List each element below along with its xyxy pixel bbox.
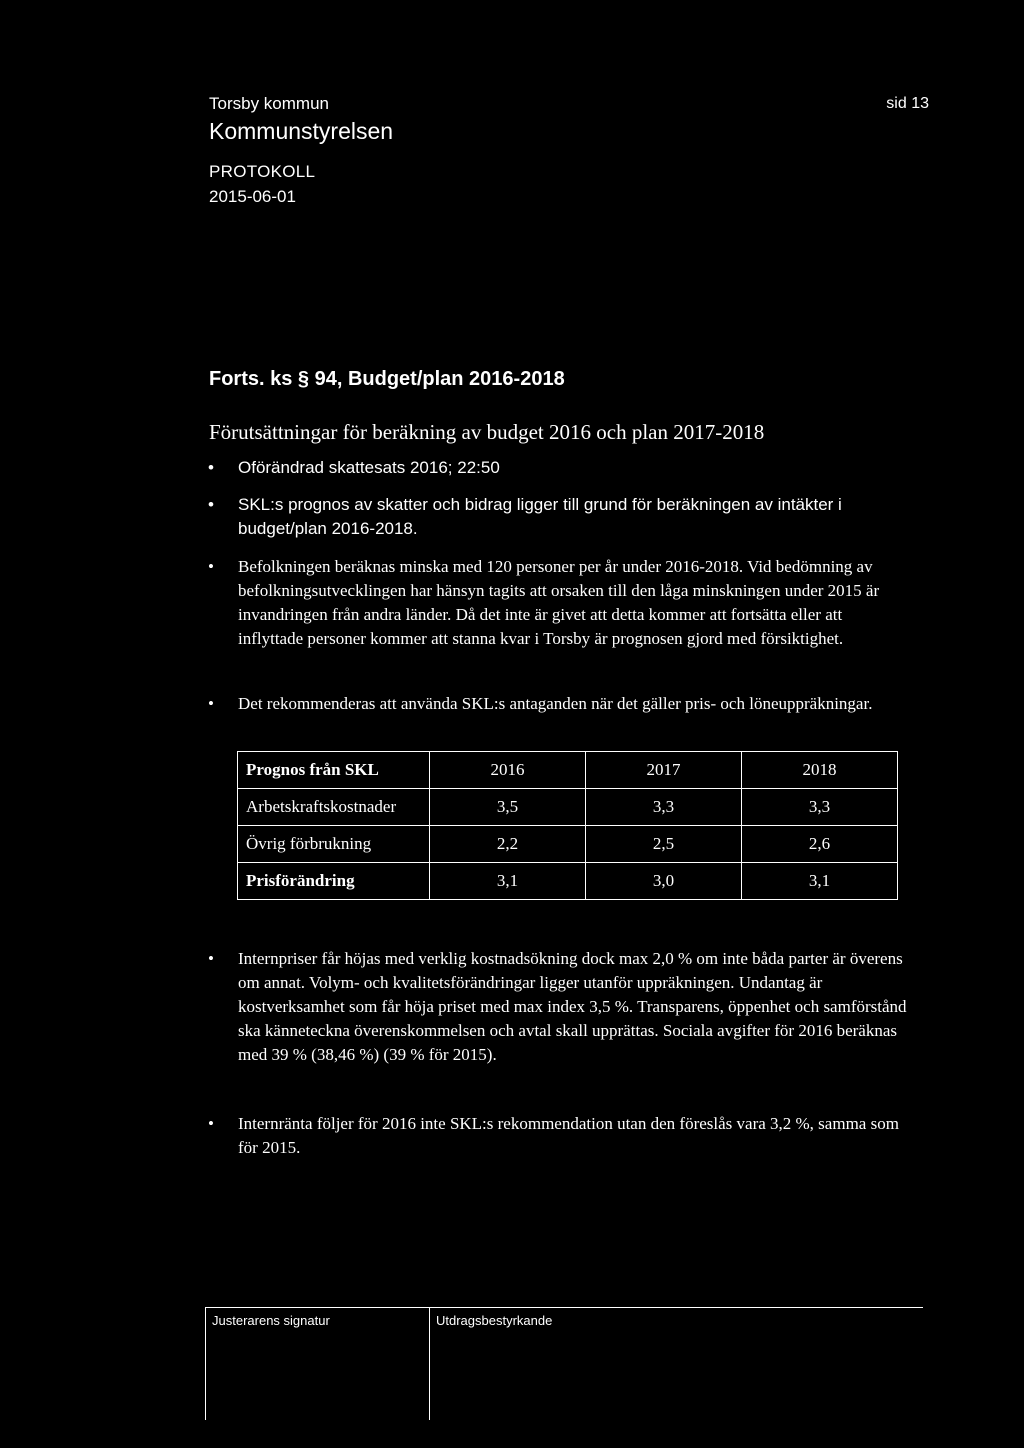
table-header-cell: 2018 [741,752,897,789]
table-cell: 3,1 [741,863,897,900]
table-cell: 2,5 [585,826,741,863]
bullet-text: Oförändrad skattesats 2016; 22:50 [238,458,500,477]
table-cell: 3,0 [585,863,741,900]
list-item [208,456,908,480]
table-row [238,863,898,900]
table-cell: Övrig förbrukning [238,826,430,863]
table-row [238,826,898,863]
table-cell: 2,2 [429,826,585,863]
table-cell: 3,3 [741,789,897,826]
table-cell: Prisförändring [238,863,430,900]
bullet-icon: • [208,557,214,576]
bullet-icon: • [208,694,214,713]
page-number: sid 13 [886,95,929,112]
subheading: Förutsättningar för beräkning av budget 2016 och plan 2017-2018 [209,420,765,444]
signature-box-left-border [205,1307,206,1420]
signature-box-top-border [205,1307,923,1308]
list-item [208,947,908,1067]
bullet-text: Befolkningen beräknas minska med 120 personer per år under 2016-2018. Vid bedömning av befolkningsutvecklingen har hänsyn tagits att orsaken till den låga minskningen under 2015 är invandringen från andra länder. Då det inte är givet att detta kommer att fortsätta eller att inflyttade personer kommer att stanna kvar i Torsby är prognosen gjord med försiktighet. [238,557,880,648]
bullet-text: Internpriser får höjas med verklig kostnadsökning dock max 2,0 % om inte båda parter är överens om annat. Volym- och kvalitetsförändringar ligger utanför uppräkningen. Undantag är kostverksamhet som får höja priset med max index 3,5 %. Transparens, öppenhet och samförstånd ska känneteckna överenskommelsen och avtal skall upprättas. Sociala avgifter för 2016 beräknas med 39 % (38,46 %) (39 % för 2015). [238,949,907,1064]
list-item [208,692,908,716]
table-header-cell: 2017 [585,752,741,789]
table-cell: 3,5 [429,789,585,826]
board-name: Kommunstyrelsen [209,118,394,144]
signature-label: Justerarens signatur [212,1313,330,1328]
list-item [208,1112,908,1160]
certifier-label: Utdragsbestyrkande [436,1313,553,1328]
bullet-text: Det rekommenderas att använda SKL:s antaganden när det gäller pris- och löneuppräkningar. [238,694,873,713]
doc-date: 2015-06-01 [209,187,296,206]
table-cell: 2,6 [741,826,897,863]
table-header-cell: 2016 [429,752,585,789]
list-item [208,493,908,541]
table-header-cell: Prognos från SKL [238,752,430,789]
table-cell: 3,1 [429,863,585,900]
bullet-icon: • [208,949,214,968]
table-header-row [238,752,898,789]
bullet-icon: • [208,1114,214,1133]
bullet-text: SKL:s prognos av skatter och bidrag ligger till grund för beräkningen av intäkter i budget/plan 2016-2018. [238,495,842,538]
bullet-icon: • [208,495,214,514]
org-name: Torsby kommun [209,94,329,113]
table-cell: 3,3 [585,789,741,826]
bullet-icon: • [208,458,214,477]
list-item [208,555,908,651]
table-cell: Arbetskraftskostnader [238,789,430,826]
bullet-text: Internränta följer för 2016 inte SKL:s rekommendation utan den föreslås vara 3,2 %, samma som för 2015. [238,1114,899,1157]
prognos-table [237,751,898,900]
section-heading: Forts. ks § 94, Budget/plan 2016-2018 [209,368,565,390]
table-row [238,789,898,826]
doc-type: PROTOKOLL [209,162,316,181]
signature-box-divider [429,1307,430,1420]
